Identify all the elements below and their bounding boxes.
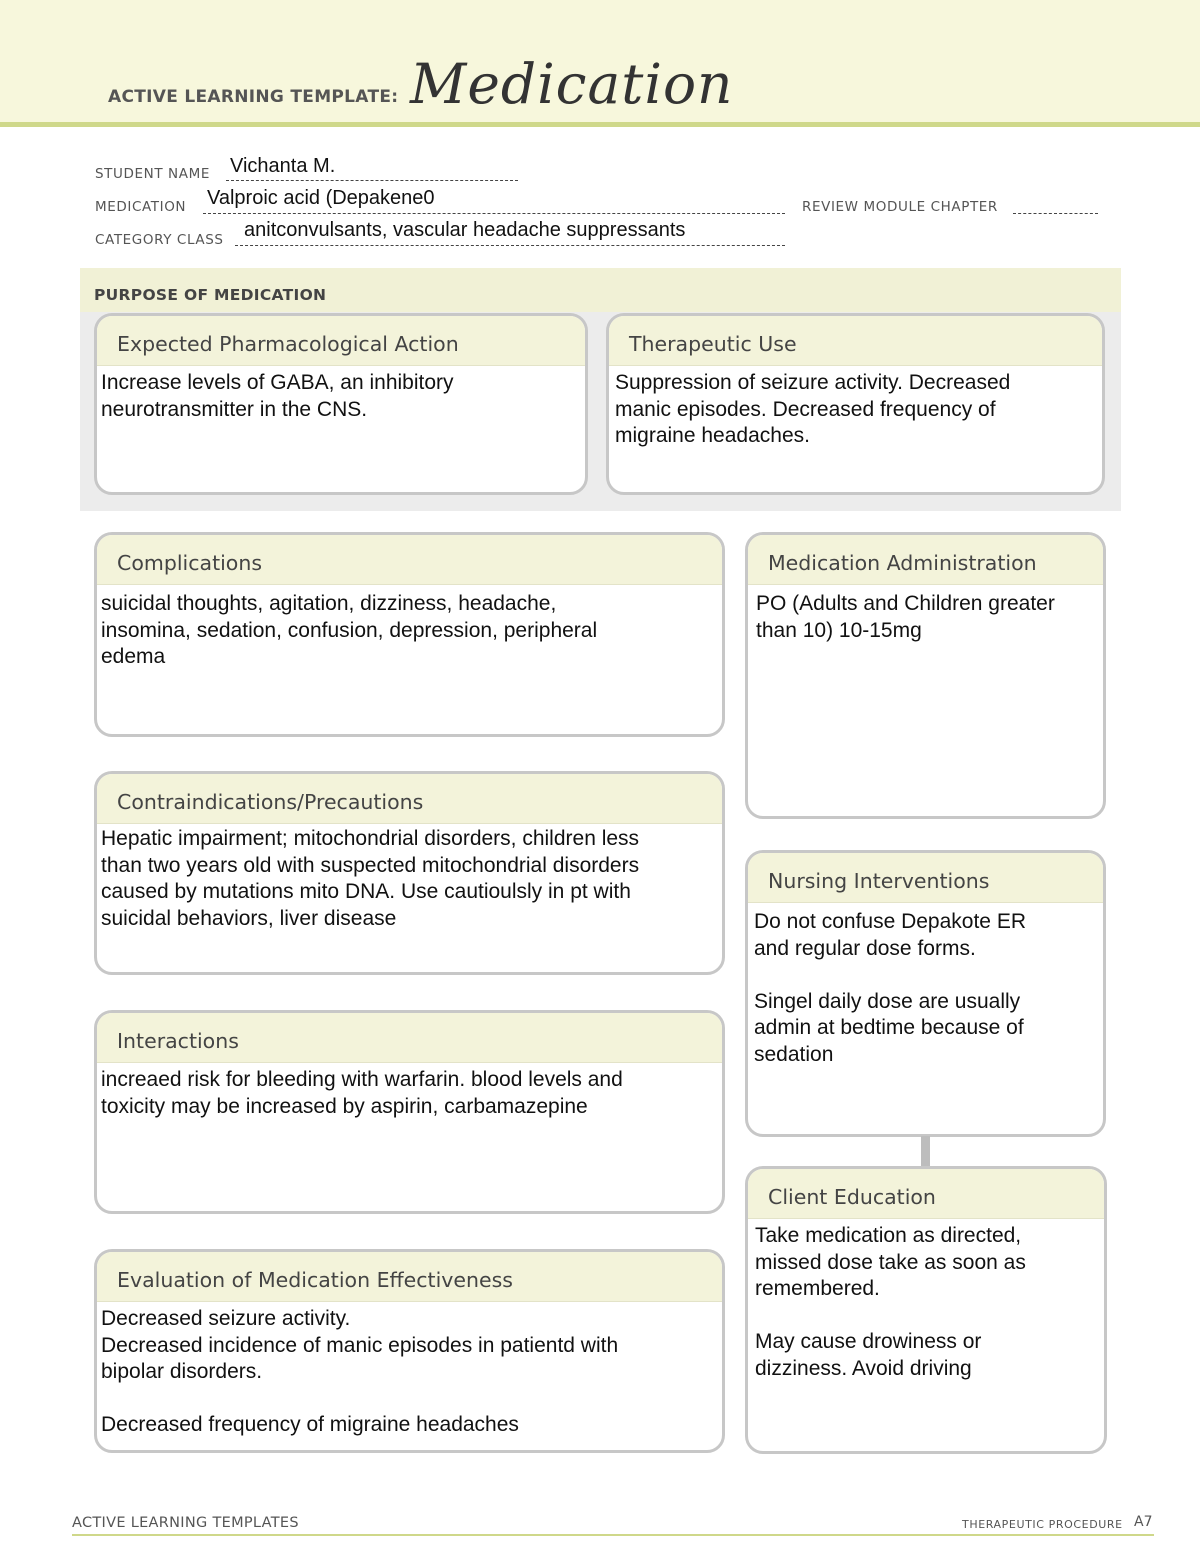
client-education-box	[745, 1166, 1107, 1454]
footer-left-label: ACTIVE LEARNING TEMPLATES	[72, 1515, 299, 1531]
header-rule	[0, 122, 1200, 127]
student-name-line	[226, 180, 518, 181]
complications-title: Complications	[97, 535, 722, 585]
evaluation-title: Evaluation of Medication Effectiveness	[97, 1252, 722, 1302]
category-class-field[interactable]: anitconvulsants, vascular headache suppressants	[244, 219, 686, 241]
student-name-field[interactable]: Vichanta M.	[230, 155, 336, 177]
client-education-text[interactable]: Take medication as directed, missed dose take as soon as remembered. May cause drowiness or dizziness. Avoid driving	[755, 1224, 1026, 1380]
therapeutic-use-box	[606, 313, 1105, 495]
therapeutic-use-text[interactable]: Suppression of seizure activity. Decreased manic episodes. Decreased frequency of migraine headaches.	[615, 371, 1011, 447]
medication-line	[203, 213, 785, 214]
review-module-label: REVIEW MODULE CHAPTER	[802, 199, 998, 215]
purpose-label: PURPOSE OF MEDICATION	[94, 286, 327, 304]
page-title: Medication	[410, 52, 734, 116]
therapeutic-use-title: Therapeutic Use	[609, 316, 1102, 366]
footer-right-label: THERAPEUTIC PROCEDURE	[962, 1518, 1123, 1531]
contraindications-title: Contraindications/Precautions	[97, 774, 722, 824]
interactions-text[interactable]: increaed risk for bleeding with warfarin. blood levels and toxicity may be increased by aspirin, carbamazepine	[101, 1068, 623, 1118]
contraindications-text[interactable]: Hepatic impairment; mitochondrial disorders, children less than two years old with suspected mitochondrial disorders caused by mutations mito DNA. Use cautioulsly in pt with suicidal behaviors, liver disease	[101, 827, 640, 930]
expected-action-box	[94, 313, 588, 495]
review-module-line	[1013, 213, 1098, 214]
connector-line	[921, 1136, 930, 1166]
nursing-interventions-text[interactable]: Do not confuse Depakote ER and regular dose forms. Singel daily dose are usually admin at bedtime because of sedation	[754, 910, 1026, 1066]
interactions-title: Interactions	[97, 1013, 722, 1063]
medication-administration-text[interactable]: PO (Adults and Children greater than 10) 10-15mg	[756, 592, 1055, 642]
medication-label: MEDICATION	[95, 199, 187, 215]
footer-rule	[72, 1534, 1154, 1536]
evaluation-box	[94, 1249, 725, 1453]
category-class-line	[235, 245, 785, 246]
medication-administration-title: Medication Administration	[748, 535, 1103, 585]
page-number: A7	[1134, 1514, 1153, 1530]
contraindications-box	[94, 771, 725, 975]
medication-administration-box	[745, 532, 1106, 819]
client-education-title: Client Education	[748, 1169, 1104, 1219]
template-label: ACTIVE LEARNING TEMPLATE:	[108, 87, 399, 107]
evaluation-text[interactable]: Decreased seizure activity. Decreased incidence of manic episodes in patientd with bipolar disorders. Decreased frequency of migraine headaches	[101, 1307, 619, 1436]
expected-action-title: Expected Pharmacological Action	[97, 316, 585, 366]
expected-action-text[interactable]: Increase levels of GABA, an inhibitory neurotransmitter in the CNS.	[101, 371, 454, 421]
category-class-label: CATEGORY CLASS	[95, 232, 224, 248]
student-name-label: STUDENT NAME	[95, 166, 210, 182]
nursing-interventions-title: Nursing Interventions	[748, 853, 1103, 903]
complications-box	[94, 532, 725, 737]
medication-field[interactable]: Valproic acid (Depakene0	[207, 187, 435, 209]
nursing-interventions-box	[745, 850, 1106, 1137]
interactions-box	[94, 1010, 725, 1214]
complications-text[interactable]: suicidal thoughts, agitation, dizziness, headache, insomina, sedation, confusion, depression, peripheral edema	[101, 592, 598, 668]
